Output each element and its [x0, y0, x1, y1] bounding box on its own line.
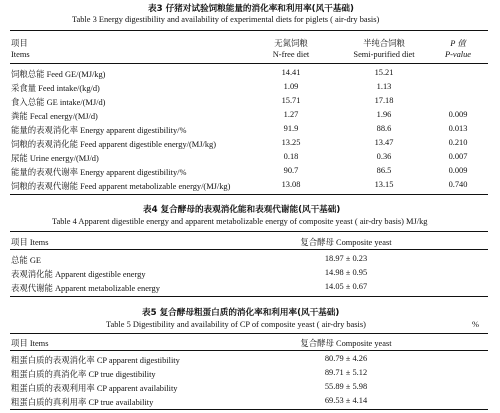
table3-row-nfree: 1.27 [283, 110, 299, 119]
table5-row-value: 69.53 ± 4.14 [324, 396, 368, 405]
table4-row-item: 表观代谢能 Apparent metabolizable energy [11, 284, 160, 293]
table3-bottom-rule [10, 194, 488, 195]
table3-row-semi: 1.13 [376, 82, 392, 91]
table3-header-rule [10, 63, 488, 64]
table3-row-semi: 86.5 [376, 166, 392, 175]
table5-row-value: 89.71 ± 5.12 [324, 368, 368, 377]
table3-row-item: 食入总能 GE intake/(MJ/d) [11, 98, 106, 107]
table3-row-p: 0.009 [448, 166, 468, 175]
table3-row-semi: 17.18 [374, 96, 394, 105]
table5-unit: % [472, 320, 479, 329]
table4-header-col: 复合酵母 Composite yeast [300, 238, 392, 247]
table3-row-p: 0.210 [448, 138, 468, 147]
table3-header-col2-cn: 半纯合饲粮 [363, 39, 405, 48]
table3-header-col3-en: P-value [444, 50, 472, 59]
table3-row-nfree: 0.18 [283, 152, 299, 161]
table3-row-item: 尿能 Urine energy/(MJ/d) [11, 154, 99, 163]
table4-row-value: 14.98 ± 0.95 [324, 268, 368, 277]
table4-row-item: 表观消化能 Apparent digestible energy [11, 270, 146, 279]
table3-header-item-cn: 项目 [11, 39, 28, 48]
table3-row-semi: 0.36 [376, 152, 392, 161]
table3-row-p: 0.740 [448, 180, 468, 189]
table3-row-semi: 13.47 [374, 138, 394, 147]
table3-row-semi: 15.21 [374, 68, 394, 77]
table3-row-item: 能量的表观消化率 Energy apparent digestibility/% [11, 126, 187, 135]
table3-row-nfree: 13.08 [281, 180, 301, 189]
table3-row-item: 饲粮总能 Feed GE/(MJ/kg) [11, 70, 106, 79]
table4-header-rule [10, 249, 488, 250]
table5-row-item: 粗蛋白质的表观利用率 CP apparent availability [11, 384, 178, 393]
table5-row-value: 80.79 ± 4.26 [324, 354, 368, 363]
table4-caption-en: Table 4 Apparent digestible energy and apparent metabolizable energy of composite yeast ( air-dry basis) MJ/kg [52, 217, 428, 226]
table3-row-p: 0.007 [448, 152, 468, 161]
table3-row-p: 0.013 [448, 124, 468, 133]
table3-row-item: 饲粮的表观消化能 Feed apparent digestible energy/(MJ/kg) [11, 140, 216, 149]
table5-row-item: 粗蛋白质的真利用率 CP true availability [11, 398, 154, 407]
table3-header-item-en: Items [11, 50, 30, 59]
table5-bottom-rule [10, 409, 488, 410]
table4-caption-cn: 表4 复合酵母的表观消化能和表观代谢能(风干基础) [143, 205, 341, 215]
table5-row-item: 粗蛋白质的真消化率 CP true digestibility [11, 370, 156, 379]
table5-header-rule [10, 350, 488, 351]
table3-row-item: 采食量 Feed intake/(kg/d) [11, 84, 100, 93]
table5-caption-cn: 表5 复合酵母粗蛋白质的消化率和利用率(风干基础) [142, 308, 340, 318]
table3-header-col2-en: Semi-purified diet [353, 50, 415, 59]
table5-caption-en: Table 5 Digestibility and availability of CP of composite yeast ( air-dry basis) [106, 320, 366, 329]
table3-row-item: 能量的表观代谢率 Energy apparent digestibility/% [11, 168, 187, 177]
table3-row-nfree: 90.7 [283, 166, 299, 175]
table5-header-col: 复合酵母 Composite yeast [300, 339, 392, 348]
table3-row-nfree: 14.41 [281, 68, 301, 77]
table3-row-nfree: 91.9 [283, 124, 299, 133]
table3-row-semi: 88.6 [376, 124, 392, 133]
table4-bottom-rule [10, 296, 488, 297]
table3-header-col1-en: N-free diet [272, 50, 310, 59]
table3-top-rule [10, 30, 488, 31]
table5-header-item: 项目 Items [11, 339, 49, 348]
table3-row-nfree: 1.09 [283, 82, 299, 91]
table3-row-semi: 1.96 [376, 110, 392, 119]
table5-row-item: 粗蛋白质的表观消化率 CP apparent digestibility [11, 356, 180, 365]
table5-top-rule [10, 333, 488, 334]
table3-row-nfree: 15.71 [281, 96, 301, 105]
table3-header-col3-cn: P 值 [450, 39, 466, 48]
table3-row-p: 0.009 [448, 110, 468, 119]
table5-row-value: 55.89 ± 5.98 [324, 382, 368, 391]
table3-caption-cn: 表3 仔猪对试验饲粮能量的消化率和利用率(风干基础) [148, 4, 354, 14]
table4-row-item: 总能 GE [11, 256, 42, 265]
table4-top-rule [10, 231, 488, 232]
table3-row-nfree: 13.25 [281, 138, 301, 147]
table4-header-item: 项目 Items [11, 238, 49, 247]
table3-row-semi: 13.15 [374, 180, 394, 189]
table4-row-value: 18.97 ± 0.23 [324, 254, 368, 263]
table3-caption-en: Table 3 Energy digestibility and availability of experimental diets for piglets ( air-dry basis) [72, 15, 380, 24]
table3-header-col1-cn: 无氮饲粮 [274, 39, 308, 48]
table3-row-item: 粪能 Fecal energy/(MJ/d) [11, 112, 98, 121]
table4-row-value: 14.05 ± 0.67 [324, 282, 368, 291]
table3-row-item: 饲粮的表观代谢能 Feed apparent metabolizable energy/(MJ/kg) [11, 182, 231, 191]
